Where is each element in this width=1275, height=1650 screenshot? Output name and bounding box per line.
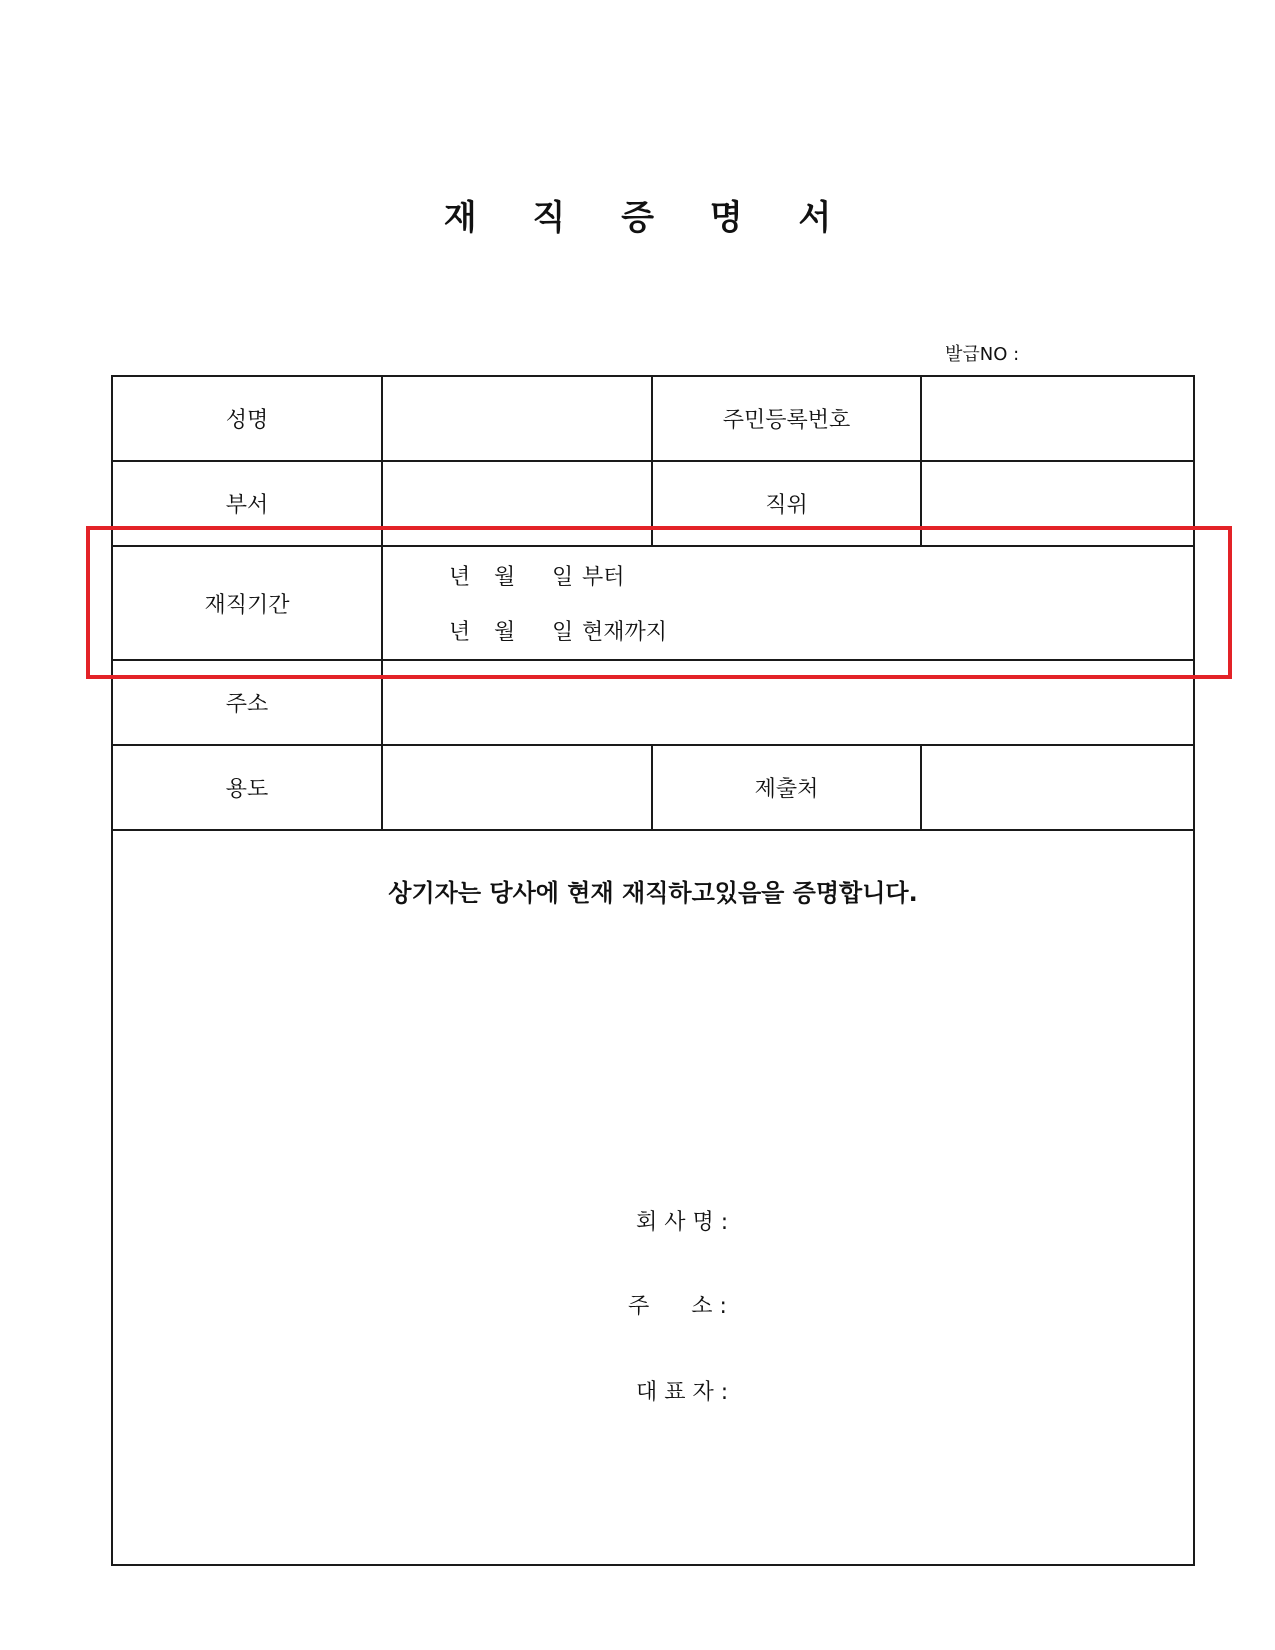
employment-period-label: 재직기간 xyxy=(112,546,382,660)
company-name-label: 회 사 명 : xyxy=(636,1210,729,1235)
table-row xyxy=(112,376,1194,461)
purpose-label: 용도 xyxy=(112,745,382,830)
period-start-suffix: 부터 xyxy=(582,565,625,590)
period-start-year: 년 xyxy=(449,565,471,590)
employment-period-field[interactable] xyxy=(382,546,1194,660)
certification-area xyxy=(112,830,1194,1565)
name-field[interactable] xyxy=(382,376,652,461)
address-field[interactable] xyxy=(382,660,1194,745)
period-end-year: 년 xyxy=(449,620,471,645)
table-row xyxy=(112,745,1194,830)
resident-number-field[interactable] xyxy=(921,376,1194,461)
period-start-day: 일 xyxy=(552,565,574,590)
period-start-line xyxy=(449,561,1193,591)
table-row xyxy=(112,461,1194,546)
employment-form-table xyxy=(111,375,1195,1566)
table-row xyxy=(112,546,1194,660)
company-address-label: 주 소 : xyxy=(628,1294,727,1319)
period-end-day: 일 xyxy=(552,620,574,645)
period-start-month: 월 xyxy=(494,565,516,590)
period-end-line xyxy=(449,616,1193,646)
certification-statement: 상기자는 당사에 현재 재직하고있음을 증명합니다. xyxy=(388,879,918,907)
submit-to-field[interactable] xyxy=(921,745,1194,830)
purpose-field[interactable] xyxy=(382,745,652,830)
department-field[interactable] xyxy=(382,461,652,546)
issue-number-label: 발급NO : xyxy=(945,344,1020,365)
position-field[interactable] xyxy=(921,461,1194,546)
table-row xyxy=(112,660,1194,745)
period-end-suffix: 현재까지 xyxy=(582,620,668,645)
table-row xyxy=(112,830,1194,1565)
period-end-month: 월 xyxy=(494,620,516,645)
resident-number-label: 주민등록번호 xyxy=(652,376,921,461)
representative-label: 대 표 자 : xyxy=(636,1380,729,1405)
position-label: 직위 xyxy=(652,461,921,546)
name-label: 성명 xyxy=(112,376,382,461)
address-label: 주소 xyxy=(112,660,382,745)
department-label: 부서 xyxy=(112,461,382,546)
submit-to-label: 제출처 xyxy=(652,745,921,830)
document-title: 재 직 증 명 서 xyxy=(443,198,854,238)
